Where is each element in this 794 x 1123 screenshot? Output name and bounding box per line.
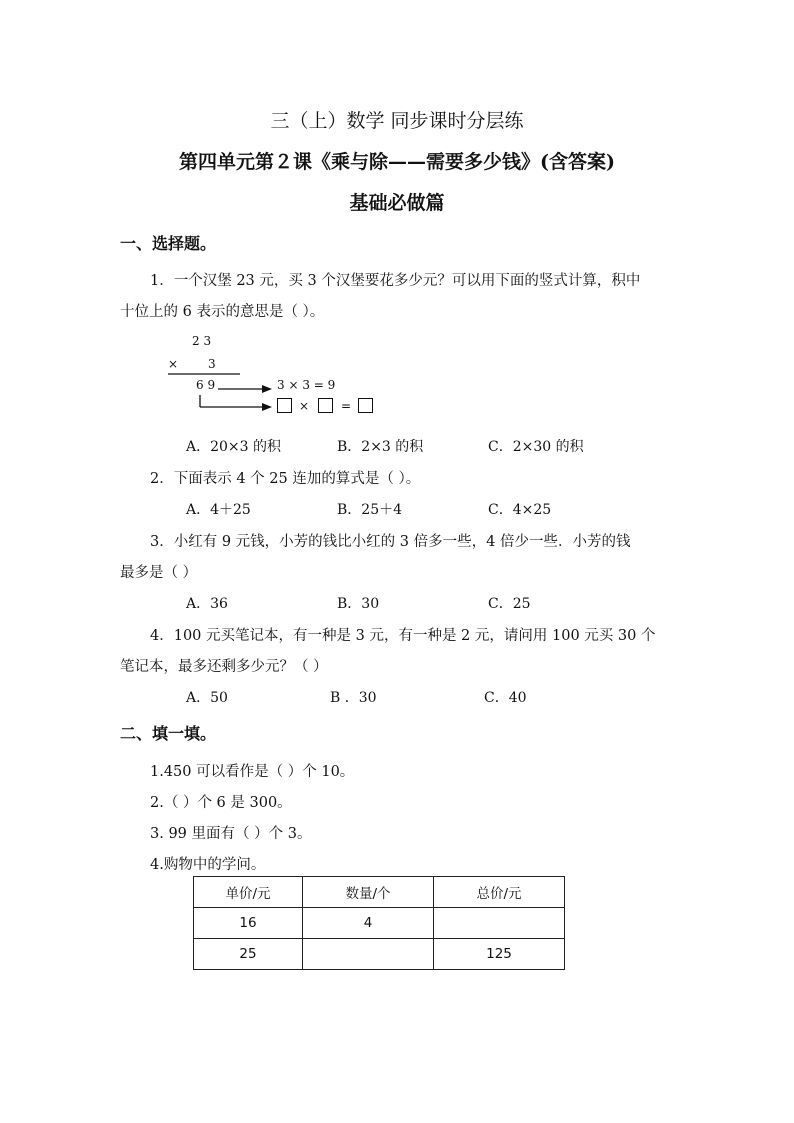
table-header-cell: 单价/元: [194, 877, 303, 908]
calc-result: 6 9: [196, 378, 216, 392]
q4-option-c[interactable]: C．40: [484, 690, 527, 706]
blank-box-2: [318, 398, 333, 413]
q2-option-b[interactable]: B．25＋4: [337, 502, 403, 518]
q1-option-b[interactable]: B．2×3 的积: [337, 439, 424, 455]
table-header-cell: 数量/个: [303, 877, 434, 908]
calc-top-number: 2 3: [192, 334, 212, 348]
q1-option-c[interactable]: C．2×30 的积: [488, 439, 584, 455]
lesson-title: 第四单元第２课《乘与除——需要多少钱》(含答案): [179, 151, 615, 173]
question-2-line1: 2．下面表示 4 个 25 连加的算式是（ ）。: [150, 471, 421, 487]
q2-option-c[interactable]: C．4×25: [488, 502, 552, 518]
calc-arrow-text: 3 × 3 = 9: [277, 378, 336, 392]
q4-option-a[interactable]: A．50: [186, 690, 228, 706]
question-1-line1: 1．一个汉堡 23 元，买 3 个汉堡要花多少元？可以用下面的竖式计算，积中: [150, 273, 641, 289]
table-cell-blank[interactable]: [434, 908, 565, 939]
q1-option-a[interactable]: A．20×3 的积: [186, 439, 282, 455]
fill-item-2: 2.（ ）个 6 是 300。: [150, 795, 292, 811]
q2-option-a[interactable]: A．4＋25: [186, 502, 251, 518]
shopping-table: [193, 876, 565, 970]
q4-option-b[interactable]: B ．30: [330, 690, 377, 706]
question-1-line2: 十位上的 6 表示的意思是（ ）。: [120, 304, 325, 320]
fill-item-4: 4.购物中的学问。: [150, 857, 266, 873]
table-cell: 4: [303, 908, 434, 939]
table-cell: 125: [434, 939, 565, 970]
table-row: [194, 939, 565, 970]
q3-option-b[interactable]: B．30: [337, 596, 380, 612]
table-cell: 25: [194, 939, 303, 970]
q3-option-a[interactable]: A．36: [186, 596, 228, 612]
section-heading-choice: 一、选择题。: [120, 234, 217, 253]
calc-multiplier: 3: [208, 357, 216, 371]
question-4-line2: 笔记本，最多还剩多少元？（ ）: [120, 659, 328, 675]
question-3-line1: 3．小红有 9 元钱，小芳的钱比小红的 3 倍多一些，4 倍少一些．小芳的钱: [150, 534, 631, 550]
fill-item-3: 3. 99 里面有（ ）个 3。: [150, 826, 312, 842]
calc-times-op: ×: [299, 399, 310, 413]
calc-equals-op: =: [341, 399, 352, 413]
question-3-line2: 最多是（ ）: [120, 565, 198, 581]
page-title: 三（上）数学 同步课时分层练: [270, 110, 524, 132]
table-cell-blank[interactable]: [303, 939, 434, 970]
fill-item-1: 1.450 可以看作是（ ）个 10。: [150, 764, 355, 780]
question-4-line1: 4．100 元买笔记本，有一种是 3 元，有一种是 2 元，请问用 100 元买 30 个: [150, 628, 656, 644]
level-title: 基础必做篇: [349, 192, 445, 214]
table-cell: 16: [194, 908, 303, 939]
table-header-row: [194, 877, 565, 908]
blank-box-3: [358, 398, 373, 413]
blank-box-1: [277, 398, 292, 413]
q3-option-c[interactable]: C．25: [488, 596, 531, 612]
table-header-cell: 总价/元: [434, 877, 565, 908]
calc-times-sign: ×: [168, 357, 179, 371]
section-heading-fill: 二、填一填。: [120, 724, 217, 743]
table-row: [194, 908, 565, 939]
